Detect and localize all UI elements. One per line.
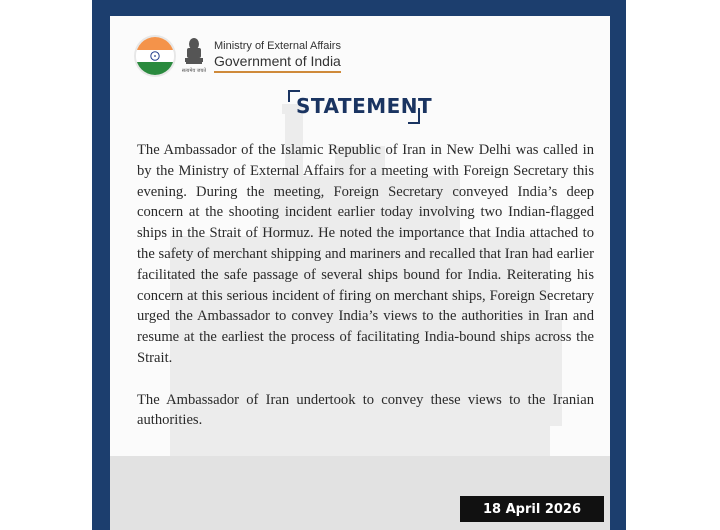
statement-body [137,140,594,431]
ministry-line-2: Government of India [214,53,341,73]
date-badge: 18 April 2026 [460,496,604,522]
india-flag-icon [136,37,174,75]
paragraph-1: The Ambassador of the Islamic Republic of Iran in New Delhi was called in by the Ministry of External Affairs for a meeting with Foreign Secretary this evening. During the meeting, Foreign Secretary conveyed India’s deep concern at the shooting incident earlier today involving two Indian-flagged ships in the Strait of Hormuz. He noted the importance that India attached to the safety of merchant shipping and mariners and recalled that Iran had earlier facilitated the safe passage of several ships bound for India. Reiterating his concern at this serious incident of firing on merchant ships, Foreign Secretary urged the Ambassador to convey India’s views to the authorities in Iran and resume at the earliest the process of facilitating India-bound ships across the Strait. [137,142,594,366]
ministry-line-1: Ministry of External Affairs [214,39,341,52]
ministry-header [136,36,341,76]
heading-corner-bottom-right [408,108,420,124]
statement-heading-box [288,90,433,126]
paragraph-2: The Ambassador of Iran undertook to convey these views to the Iranian authorities. [137,391,594,429]
ministry-name [214,40,341,73]
page-title: STATEMENT [296,94,433,118]
national-emblem-icon [182,36,206,76]
emblem-caption: सत्यमेव जयते [182,68,206,74]
statement-card [110,16,610,530]
